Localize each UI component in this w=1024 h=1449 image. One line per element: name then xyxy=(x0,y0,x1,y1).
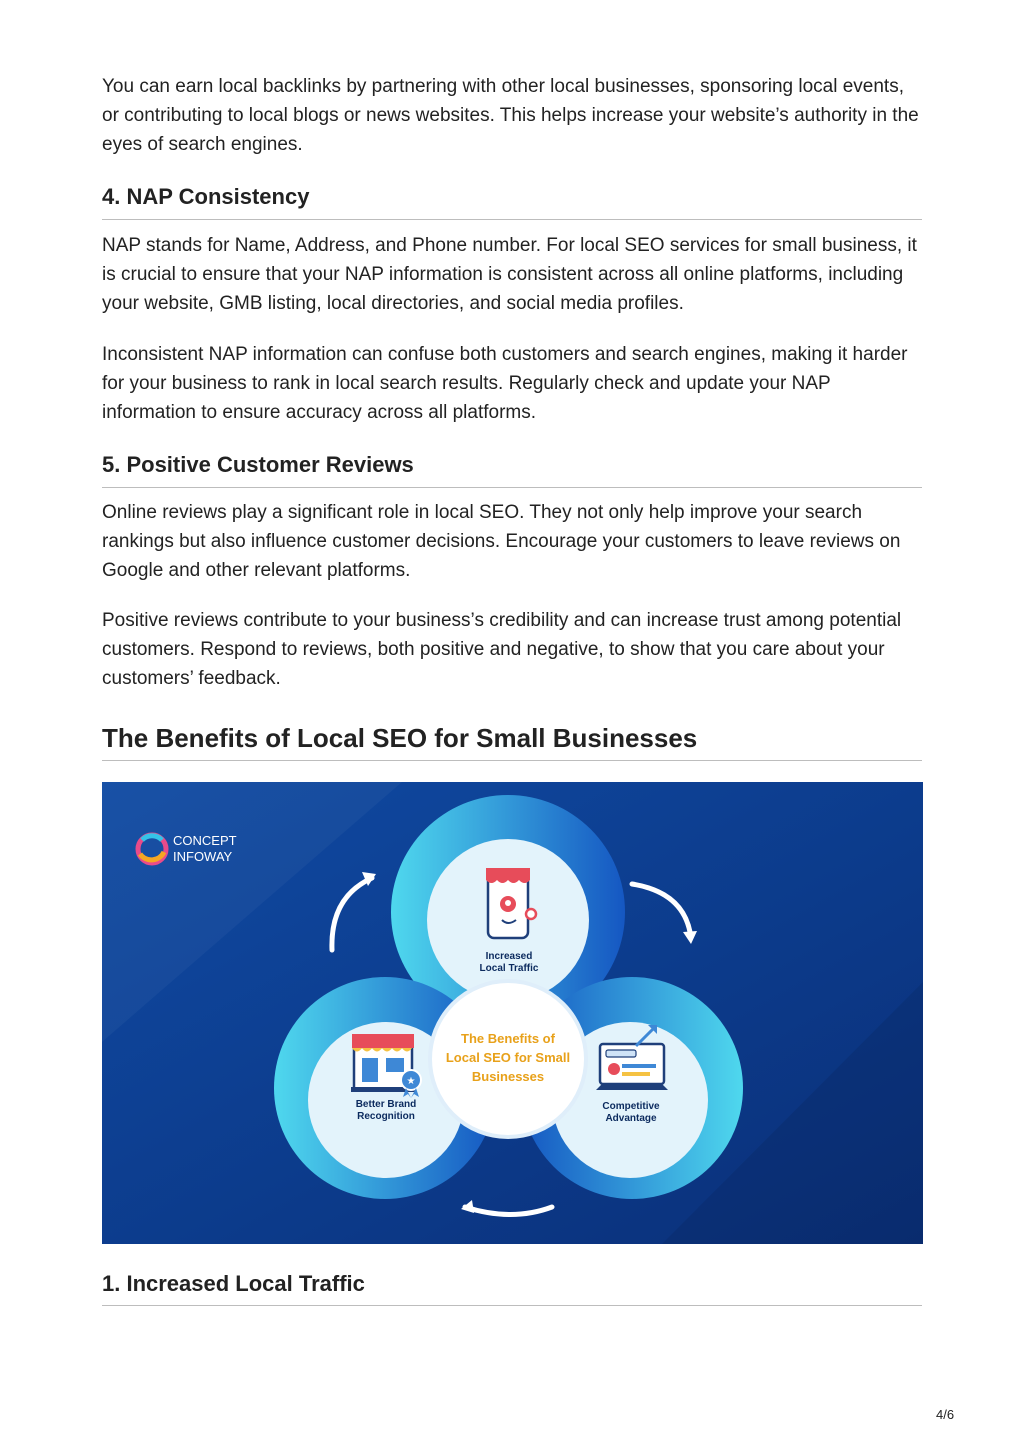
left-label-line-2: Recognition xyxy=(357,1111,415,1122)
divider xyxy=(102,487,922,488)
backlinks-paragraph: You can earn local backlinks by partnering with other local businesses, sponsoring local events, or contributing to local blogs or news websites. This helps increase your website’s authority in the eyes of search engines. xyxy=(102,76,919,155)
top-label-line-2: Local Traffic xyxy=(479,963,539,974)
infographic-svg xyxy=(102,782,923,1244)
mobile-map-pin-icon xyxy=(486,868,536,938)
nap-paragraph-2: Inconsistent NAP information can confuse both customers and search engines, making it harder for your business to rank in local search results. Regularly check and update your NAP information to ensure accuracy across all platforms. xyxy=(102,344,908,423)
right-label-line-1: Competitive xyxy=(602,1101,660,1112)
center-title-line-3: Businesses xyxy=(471,1069,545,1084)
traffic-heading: 1. Increased Local Traffic xyxy=(102,1271,365,1296)
reviews-paragraph-1: Online reviews play a significant role in local SEO. They not only help improve your search rankings but also influence customer decisions. Encourage your customers to leave reviews on Google and other relevant platforms. xyxy=(102,502,901,581)
nap-heading: 4. NAP Consistency xyxy=(102,184,310,209)
storefront-badge-icon xyxy=(351,1034,421,1098)
reviews-paragraph-2: Positive reviews contribute to your business’s credibility and can increase trust among potential customers. Respond to reviews, both positive and negative, to show that you care about your customers’ feedback. xyxy=(102,610,902,689)
divider xyxy=(102,760,922,761)
center-title-line-2: Local SEO for Small xyxy=(445,1050,571,1065)
page-number: 4/6 xyxy=(936,1407,955,1422)
nap-paragraph-1: NAP stands for Name, Address, and Phone number. For local SEO services for small business, it is crucial to ensure that your NAP information is consistent across all online platforms, including your website, GMB listing, local directories, and social media profiles. xyxy=(102,235,917,314)
top-label-line-1: Increased xyxy=(485,951,533,962)
svg-text:★: ★ xyxy=(406,1076,416,1087)
logo-line-1: CONCEPT xyxy=(173,833,237,848)
right-label-line-2: Advantage xyxy=(605,1113,657,1124)
logo-line-2: INFOWAY xyxy=(173,849,233,864)
divider xyxy=(102,1305,922,1306)
center-title-line-1: The Benefits of xyxy=(461,1031,555,1046)
benefits-heading: The Benefits of Local SEO for Small Businesses xyxy=(102,723,698,753)
left-label-line-1: Better Brand xyxy=(355,1099,417,1110)
benefits-infographic xyxy=(102,782,923,1244)
reviews-heading: 5. Positive Customer Reviews xyxy=(102,452,414,477)
divider xyxy=(102,219,922,220)
